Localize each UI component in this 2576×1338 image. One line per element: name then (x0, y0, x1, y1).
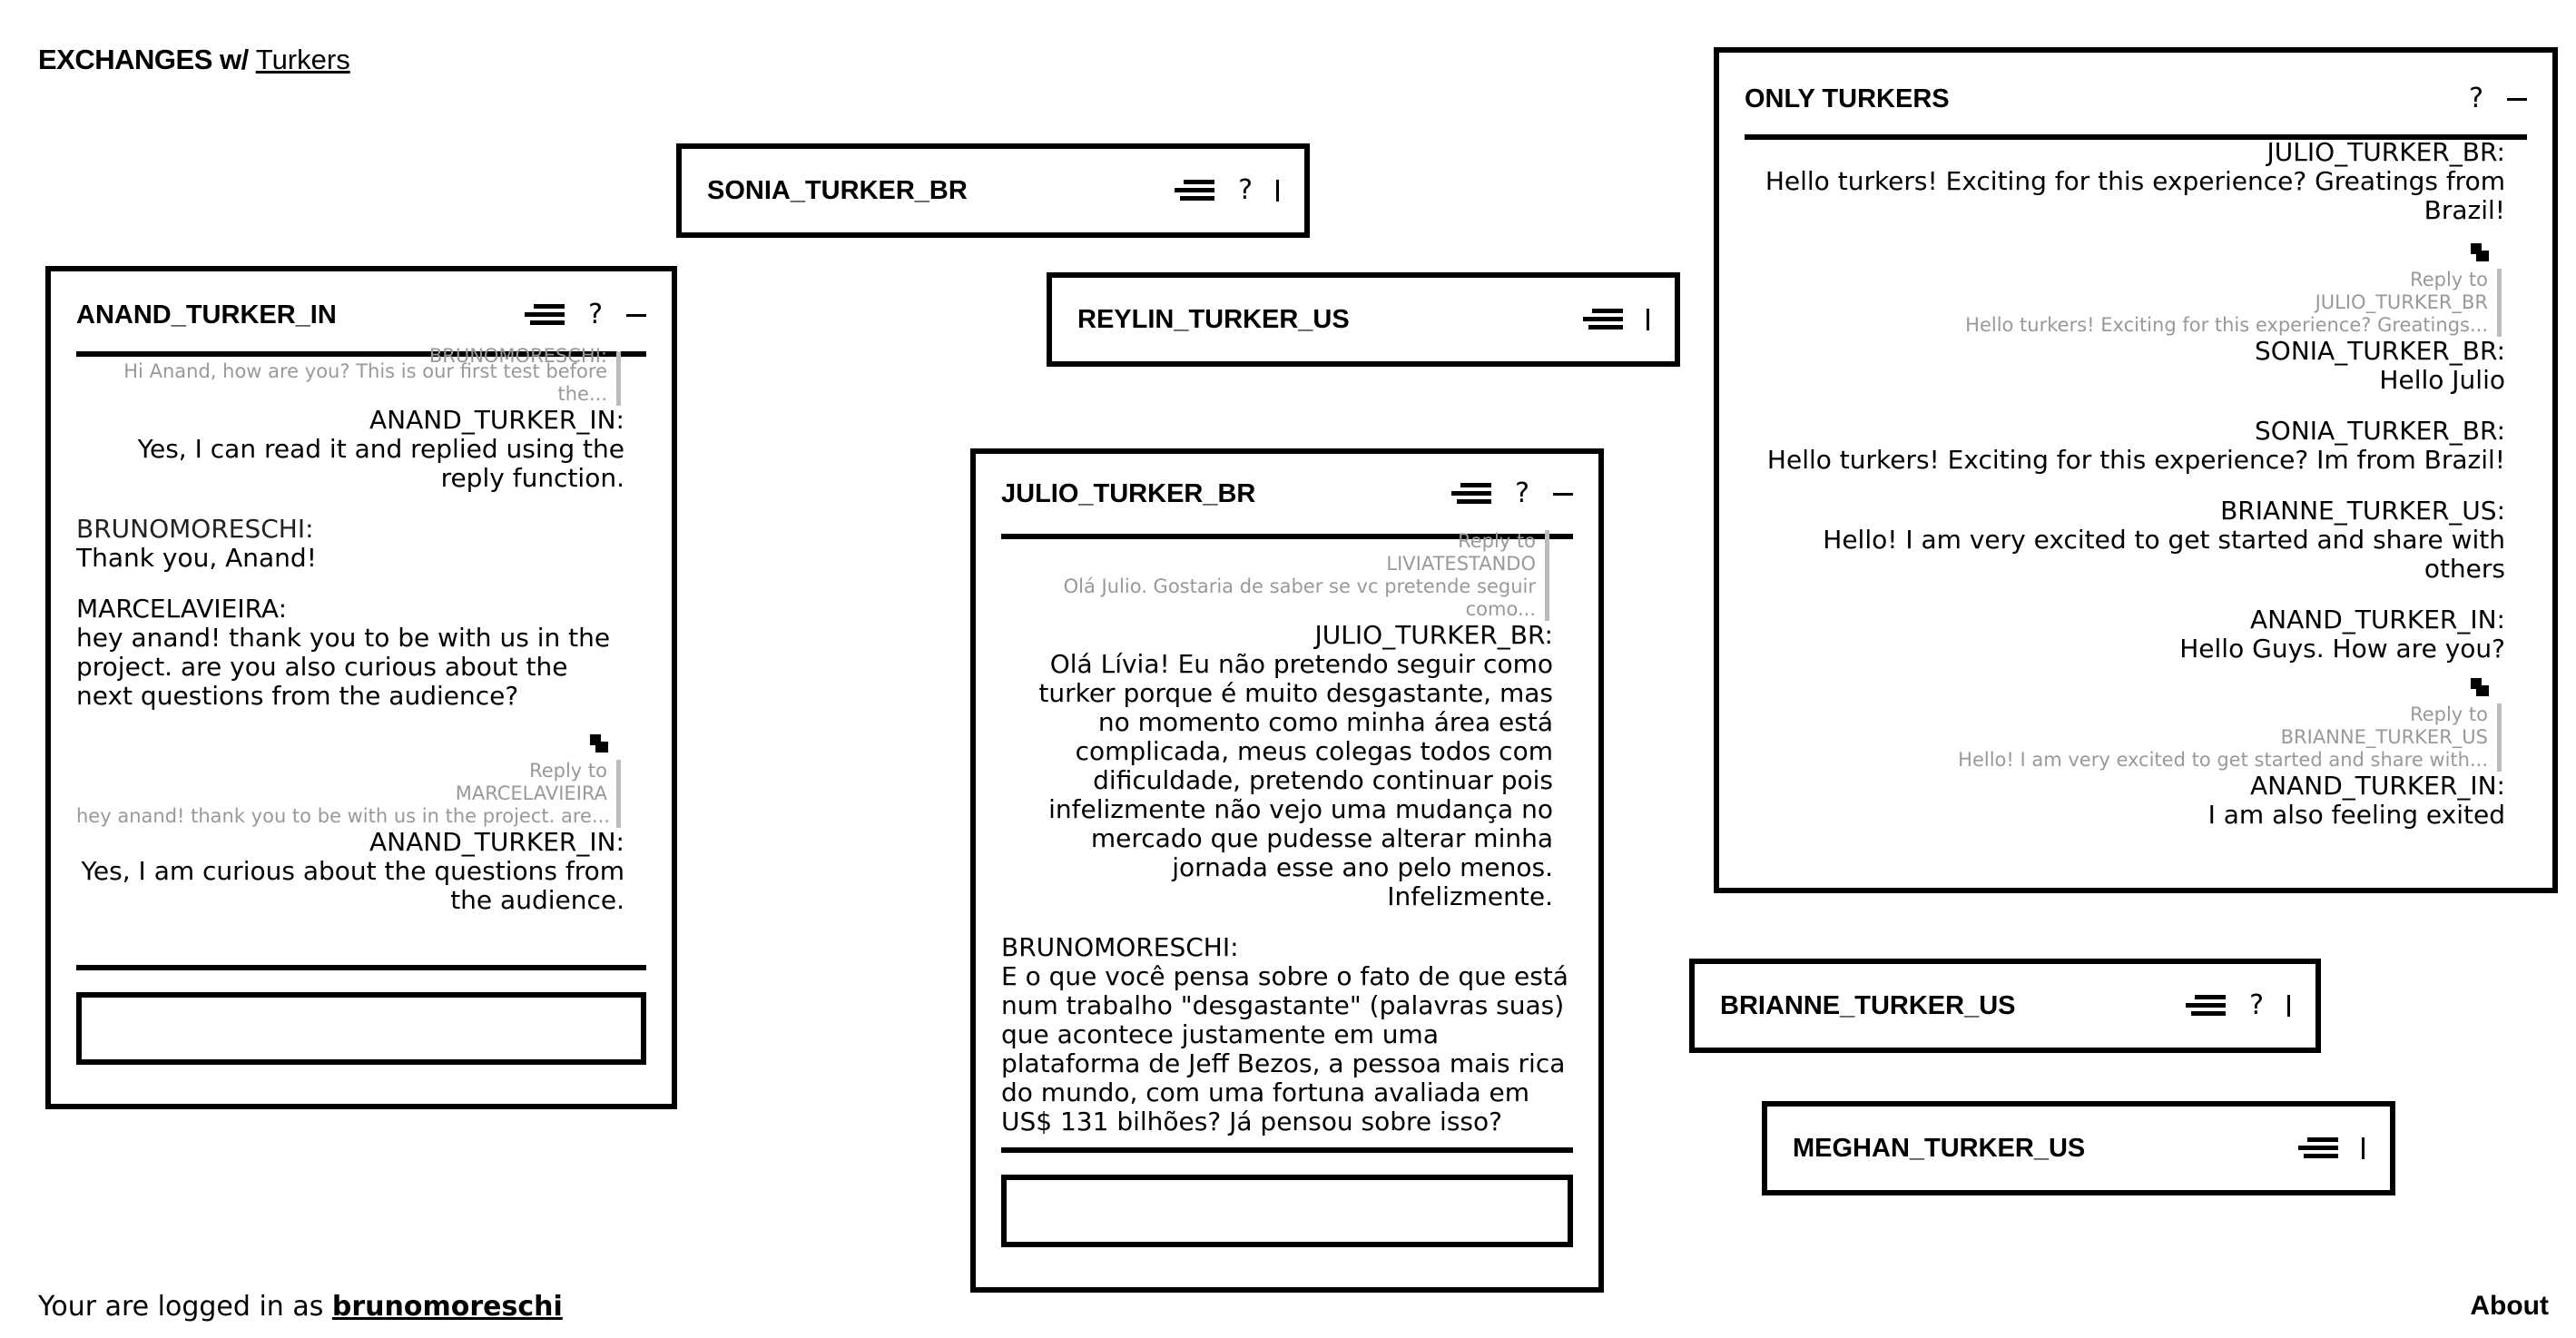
reply-snippet: Hi Anand, how are you? This is our first test before the... (123, 360, 607, 405)
maximize-icon[interactable] (1647, 309, 1649, 330)
window-header (76, 275, 646, 355)
reply-user: JULIO_TURKER_BR (2315, 291, 2488, 313)
help-icon[interactable]: ? (1515, 477, 1529, 509)
message (1745, 337, 2505, 395)
reply-icon[interactable] (76, 733, 624, 760)
message-input[interactable] (1001, 1175, 1573, 1247)
message (76, 515, 624, 573)
message-text: Yes, I can read it and replied using the reply function. (137, 434, 624, 493)
message (1745, 772, 2505, 830)
help-icon[interactable]: ? (2469, 83, 2483, 114)
menu-icon[interactable] (1583, 308, 1623, 331)
message-text: Thank you, Anand! (76, 543, 317, 573)
message-text: Hello Julio (2379, 365, 2505, 395)
message-author: ANAND_TURKER_IN: (369, 827, 624, 857)
window-title: MEGHAN_TURKER_US (1793, 1133, 2086, 1163)
message-author: MARCELAVIEIRA: (76, 594, 287, 624)
reply-user: BRIANNE_TURKER_US (2280, 726, 2488, 748)
reply-quote (1745, 269, 2502, 337)
window-title: ANAND_TURKER_IN (76, 300, 337, 330)
window-header (1793, 1107, 2365, 1190)
chat-window-julio (970, 448, 1604, 1293)
window-title: SONIA_TURKER_BR (707, 175, 968, 205)
message-text: Olá Lívia! Eu não pretendo seguir como turker porque é muito desgastante, mas no momento como minha área está complicada, meus colegas todos com dificuldade, pretendo continuar pois infelizmente não vejo uma mudança no mercado que pudesse alterar minha jornada esse ano pelo menos. Infelizmente. (1038, 649, 1553, 911)
username-link[interactable]: brunomoreschi (331, 1291, 563, 1323)
reply-quote (1001, 530, 1549, 621)
message-author: SONIA_TURKER_BR: (2255, 336, 2505, 366)
window-title: ONLY TURKERS (1745, 84, 1950, 113)
minimize-icon[interactable] (626, 314, 646, 317)
chat-window-reylin (1047, 272, 1680, 367)
message (76, 406, 624, 493)
window-title: REYLIN_TURKER_US (1077, 304, 1350, 334)
input-divider (1001, 1147, 1573, 1153)
minimize-icon[interactable] (2507, 98, 2527, 101)
message (1745, 138, 2505, 225)
reply-to-label: Reply to (1458, 530, 1536, 552)
message-text: Hello turkers! Exciting for this experience? Im from Brazil! (1766, 445, 2505, 475)
message (76, 828, 624, 915)
window-title: BRIANNE_TURKER_US (1720, 990, 2016, 1020)
window-header (1720, 964, 2290, 1048)
message-text: I am also feeling exited (2207, 800, 2505, 830)
message (76, 595, 624, 711)
about-link[interactable]: About (2470, 1291, 2549, 1321)
message-list[interactable] (1745, 137, 2505, 877)
reply-snippet: Olá Julio. Gostaria de saber se vc pretende seguir como... (1063, 576, 1536, 620)
help-icon[interactable]: ? (588, 299, 603, 330)
maximize-icon[interactable] (2287, 995, 2290, 1017)
reply-user: BRUNOMORESCHI: (428, 345, 607, 367)
window-header (707, 149, 1279, 232)
help-icon[interactable]: ? (2249, 989, 2264, 1021)
reply-to-label: Reply to (529, 760, 607, 782)
maximize-icon[interactable] (1276, 180, 1279, 202)
reply-quote (76, 760, 621, 828)
message-author: BRUNOMORESCHI: (1001, 932, 1239, 962)
reply-user: LIVIATESTANDO (1386, 553, 1536, 575)
message-list[interactable] (76, 345, 624, 943)
login-prefix: Your are logged in as (38, 1291, 324, 1323)
window-header (1001, 454, 1573, 534)
reply-icon[interactable] (1745, 676, 2505, 703)
message-author: BRIANNE_TURKER_US: (2220, 496, 2505, 526)
menu-icon[interactable] (2298, 1136, 2338, 1160)
chat-window-only-turkers (1714, 47, 2558, 893)
menu-icon[interactable] (1175, 179, 1214, 202)
message (1001, 621, 1553, 911)
page-title (38, 44, 350, 76)
message (1745, 417, 2505, 475)
reply-snippet: Hello turkers! Exciting for this experience? Greatings... (1965, 314, 2488, 336)
message (1745, 605, 2505, 664)
menu-icon[interactable] (2186, 994, 2226, 1018)
message-text: Hello Guys. How are you? (2179, 634, 2505, 664)
reply-quote (1745, 703, 2502, 772)
message-author: ANAND_TURKER_IN: (369, 405, 624, 435)
chat-window-sonia (676, 143, 1310, 238)
help-icon[interactable]: ? (1238, 174, 1253, 206)
chat-window-brianne (1689, 959, 2321, 1053)
window-header (1745, 53, 2527, 145)
minimize-icon[interactable] (1553, 493, 1573, 496)
menu-icon[interactable] (525, 303, 565, 327)
login-status (38, 1291, 563, 1323)
message-author: JULIO_TURKER_BR: (2266, 137, 2505, 167)
chat-window-meghan (1762, 1101, 2395, 1195)
message (1745, 497, 2505, 584)
input-divider (76, 965, 646, 970)
window-title: JULIO_TURKER_BR (1001, 478, 1256, 508)
brand-label: EXCHANGES w/ (38, 44, 249, 75)
reply-snippet: Hello! I am very excited to get started and share with... (1958, 749, 2488, 771)
message-text: hey anand! thank you to be with us in the project. are you also curious about the next questions from the audience? (76, 623, 611, 711)
message-text: Hello turkers! Exciting for this experience? Greatings from Brazil! (1765, 166, 2505, 225)
message-author: ANAND_TURKER_IN: (2250, 605, 2505, 635)
menu-icon[interactable] (1451, 482, 1491, 506)
reply-icon[interactable] (1745, 241, 2505, 269)
message-input[interactable] (76, 992, 646, 1065)
message-author: JULIO_TURKER_BR: (1314, 620, 1553, 650)
turkers-link[interactable]: Turkers (255, 44, 350, 75)
reply-to-label: Reply to (2410, 703, 2488, 725)
message-author: SONIA_TURKER_BR: (2255, 416, 2505, 446)
reply-to-label: Reply to (2410, 269, 2488, 290)
message-text: E o que você pensa sobre o fato de que está num trabalho "desgastante" (palavras suas) que acontece justamente em uma plataforma de Jeff Bezos, a pessoa mais rica do mundo, com uma fortuna avaliada em US$ 131 bilhões? Já pensou sobre isso? (1001, 961, 1568, 1136)
reply-snippet: hey anand! thank you to be with us in the project. are... (76, 805, 610, 827)
reply-quote (76, 345, 621, 406)
message-text: Hello! I am very excited to get started and share with others (1823, 525, 2505, 584)
message (1001, 933, 1571, 1136)
message-author: BRUNOMORESCHI: (76, 514, 314, 544)
message-text: Yes, I am curious about the questions from the audience. (81, 856, 624, 915)
maximize-icon[interactable] (2362, 1137, 2365, 1159)
window-header (1077, 278, 1649, 361)
message-author: ANAND_TURKER_IN: (2250, 771, 2505, 801)
reply-user: MARCELAVIEIRA (455, 782, 607, 804)
message-list[interactable] (1001, 530, 1568, 1136)
chat-window-anand (45, 266, 677, 1109)
